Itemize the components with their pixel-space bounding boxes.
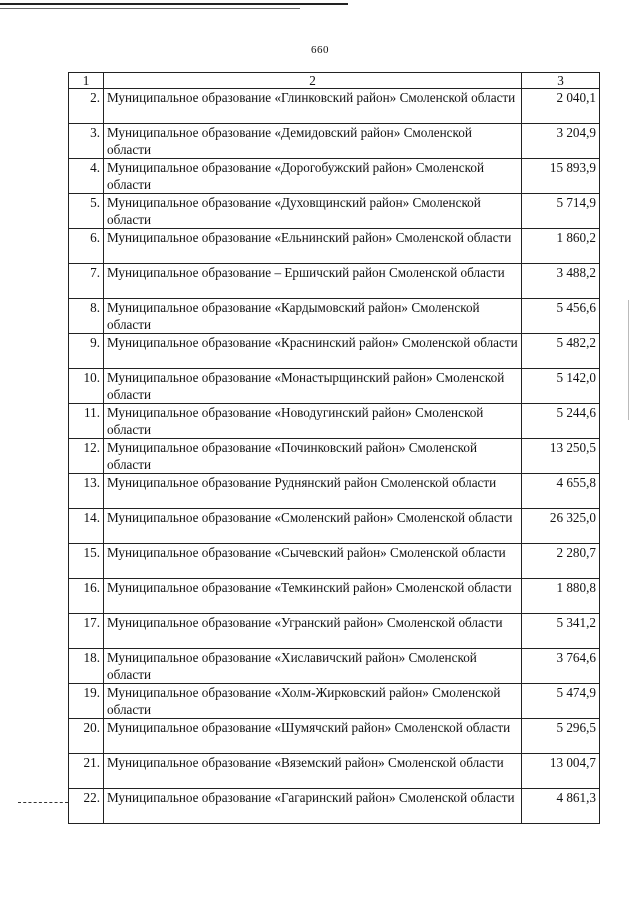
column-header-number: 1 (69, 73, 104, 89)
name-cell (104, 369, 522, 404)
name-cell (104, 509, 522, 544)
page-number: 660 (311, 44, 329, 56)
row-number: 12. (69, 439, 104, 474)
row-value: 5 456,6 (522, 299, 600, 334)
row-number: 10. (69, 369, 104, 404)
table-row (69, 579, 600, 614)
row-number: 8. (69, 299, 104, 334)
municipality-name: Муниципальное образование «Ельнинский район» Смоленской области (107, 230, 512, 245)
name-cell (104, 614, 522, 649)
name-cell (104, 194, 522, 229)
row-value: 4 861,3 (522, 789, 600, 824)
row-number: 20. (69, 719, 104, 754)
municipality-name: Муниципальное образование «Гагаринский район» Смоленской области (107, 790, 515, 805)
table-row (69, 334, 600, 369)
row-number: 15. (69, 544, 104, 579)
municipality-name: Муниципальное образование «Дорогобужский район» Смоленской области (107, 160, 485, 192)
row-value: 3 204,9 (522, 124, 600, 159)
row-value: 3 488,2 (522, 264, 600, 299)
municipality-name: Муниципальное образование «Холм-Жирковский район» Смоленской области (107, 685, 501, 717)
table-row (69, 299, 600, 334)
scan-edge-mark (628, 300, 629, 420)
name-cell (104, 754, 522, 789)
municipality-name: Муниципальное образование «Шумячский район» Смоленской области (107, 720, 511, 735)
row-number: 17. (69, 614, 104, 649)
table-row (69, 509, 600, 544)
table-row (69, 439, 600, 474)
header-rule-thin (0, 8, 300, 9)
table-row (69, 789, 600, 824)
table-header-row (69, 73, 600, 89)
name-cell (104, 579, 522, 614)
name-cell (104, 404, 522, 439)
row-value: 13 004,7 (522, 754, 600, 789)
row-number: 16. (69, 579, 104, 614)
name-cell (104, 264, 522, 299)
column-header-value: 3 (522, 73, 600, 89)
municipality-name: Муниципальное образование «Сычевский район» Смоленской области (107, 545, 506, 560)
municipal-table (68, 72, 600, 824)
municipality-name: Муниципальное образование «Демидовский район» Смоленской области (107, 125, 472, 157)
table-row (69, 194, 600, 229)
row-number: 18. (69, 649, 104, 684)
table-row (69, 474, 600, 509)
row-number: 19. (69, 684, 104, 719)
row-value: 26 325,0 (522, 509, 600, 544)
table-row (69, 684, 600, 719)
municipality-name: Муниципальное образование «Глинковский район» Смоленской области (107, 90, 516, 105)
row-number: 22. (69, 789, 104, 824)
header-rule (0, 3, 348, 5)
table-row (69, 124, 600, 159)
table-row (69, 614, 600, 649)
row-value: 5 482,2 (522, 334, 600, 369)
row-number: 3. (69, 124, 104, 159)
row-value: 2 040,1 (522, 89, 600, 124)
municipality-name: Муниципальное образование «Краснинский район» Смоленской области (107, 335, 518, 350)
name-cell (104, 684, 522, 719)
row-value: 13 250,5 (522, 439, 600, 474)
table-row (69, 754, 600, 789)
name-cell (104, 474, 522, 509)
municipality-name: Муниципальное образование «Новодугинский район» Смоленской области (107, 405, 484, 437)
municipality-name: Муниципальное образование – Ершичский район Смоленской области (107, 265, 505, 280)
table-row (69, 544, 600, 579)
table-row (69, 404, 600, 439)
row-value: 1 880,8 (522, 579, 600, 614)
municipality-name: Муниципальное образование «Угранский район» Смоленской области (107, 615, 503, 630)
table-row (69, 264, 600, 299)
table-row (69, 369, 600, 404)
table-row (69, 89, 600, 124)
municipality-name: Муниципальное образование «Темкинский район» Смоленской области (107, 580, 512, 595)
row-number: 9. (69, 334, 104, 369)
name-cell (104, 789, 522, 824)
row-value: 5 714,9 (522, 194, 600, 229)
municipality-name: Муниципальное образование «Кардымовский район» Смоленской области (107, 300, 480, 332)
row-number: 13. (69, 474, 104, 509)
name-cell (104, 159, 522, 194)
margin-dash (18, 802, 68, 803)
municipality-name: Муниципальное образование «Смоленский район» Смоленской области (107, 510, 513, 525)
name-cell (104, 544, 522, 579)
row-number: 21. (69, 754, 104, 789)
name-cell (104, 719, 522, 754)
municipality-name: Муниципальное образование «Духовщинский район» Смоленской области (107, 195, 481, 227)
row-value: 2 280,7 (522, 544, 600, 579)
row-number: 5. (69, 194, 104, 229)
municipality-name: Муниципальное образование «Починковский район» Смоленской области (107, 440, 478, 472)
row-value: 4 655,8 (522, 474, 600, 509)
row-value: 5 341,2 (522, 614, 600, 649)
row-value: 15 893,9 (522, 159, 600, 194)
name-cell (104, 229, 522, 264)
name-cell (104, 439, 522, 474)
table-body (69, 89, 600, 824)
row-number: 14. (69, 509, 104, 544)
name-cell (104, 649, 522, 684)
name-cell (104, 89, 522, 124)
row-value: 1 860,2 (522, 229, 600, 264)
row-number: 6. (69, 229, 104, 264)
row-number: 4. (69, 159, 104, 194)
row-number: 7. (69, 264, 104, 299)
municipality-name: Муниципальное образование «Монастырщинский район» Смоленской области (107, 370, 505, 402)
row-value: 5 474,9 (522, 684, 600, 719)
row-value: 5 244,6 (522, 404, 600, 439)
row-value: 3 764,6 (522, 649, 600, 684)
row-number: 2. (69, 89, 104, 124)
name-cell (104, 124, 522, 159)
municipality-name: Муниципальное образование Руднянский район Смоленской области (107, 475, 497, 490)
row-value: 5 296,5 (522, 719, 600, 754)
row-number: 11. (69, 404, 104, 439)
municipality-name: Муниципальное образование «Вяземский район» Смоленской области (107, 755, 504, 770)
name-cell (104, 334, 522, 369)
row-value: 5 142,0 (522, 369, 600, 404)
table-row (69, 159, 600, 194)
table-row (69, 719, 600, 754)
table-row (69, 649, 600, 684)
name-cell (104, 299, 522, 334)
municipality-name: Муниципальное образование «Хиславичский район» Смоленской области (107, 650, 477, 682)
table-row (69, 229, 600, 264)
column-header-name: 2 (104, 73, 522, 89)
